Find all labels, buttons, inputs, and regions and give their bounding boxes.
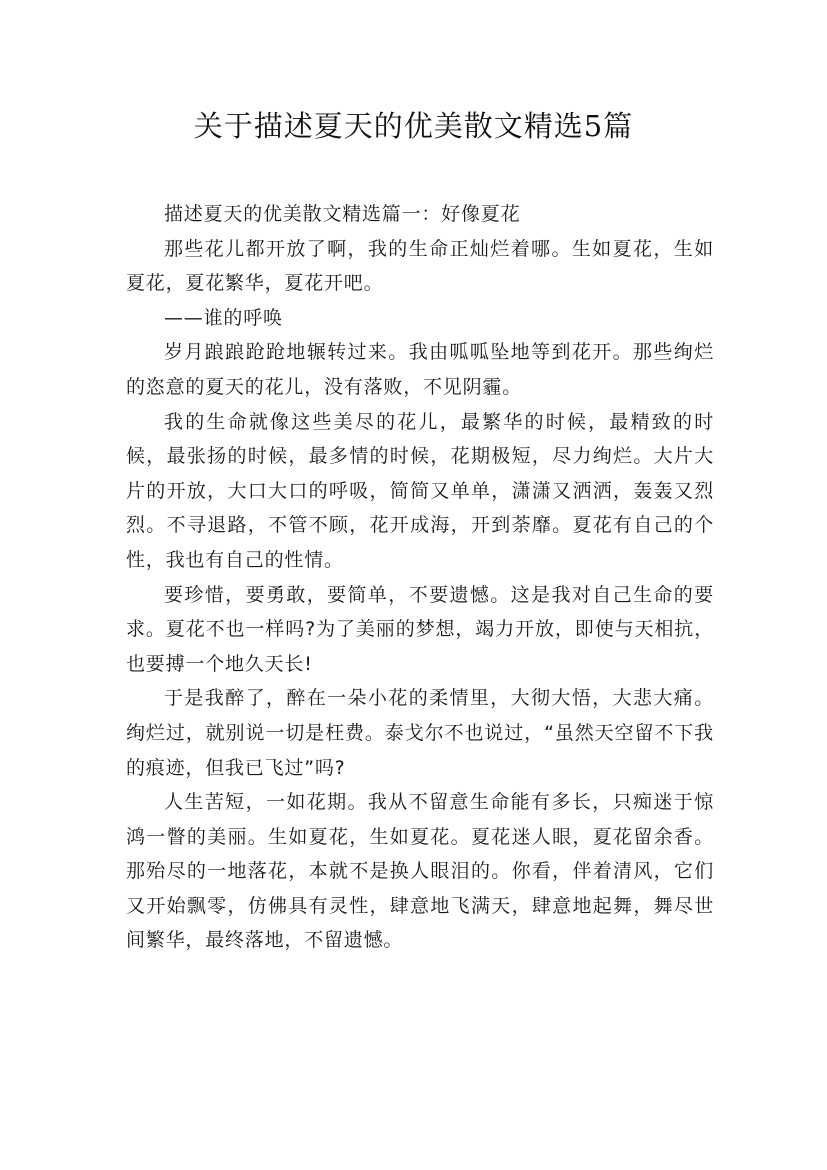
paragraph: 岁月踉踉跄跄地辗转过来。我由呱呱坠地等到花开。那些绚烂的恣意的夏天的花儿，没有落败，不见阴霾。 — [126, 341, 714, 398]
paragraph: 要珍惜，要勇敢，要简单，不要遗憾。这是我对自己生命的要求。夏花不也一样吗?为了美丽的梦想，竭力开放，即使与天相抗，也要搏一个地久天长! — [126, 583, 714, 675]
quote-attribution: ——谁的呼唤 — [164, 306, 283, 329]
paragraph: 于是我醉了，醉在一朵小花的柔情里，大彻大悟，大悲大痛。绚烂过，就别说一切是枉费。泰戈尔不也说过，“虽然天空留不下我的痕迹，但我已飞过”吗? — [126, 687, 714, 779]
document-title: 关于描述夏天的优美散文精选5篇 — [193, 109, 634, 143]
paragraph: 那些花儿都开放了啊，我的生命正灿烂着哪。生如夏花，生如夏花，夏花繁华，夏花开吧。 — [126, 237, 714, 295]
paragraph: 我的生命就像这些美尽的花儿，最繁华的时候，最精致的时候，最张扬的时候，最多情的时候，花期极短，尽力绚烂。大片大片的开放，大口大口的呼吸，简简又单单，潇潇又洒洒，轰轰又烈烈。不寻退路，不管不顾，花开成海，开到荼靡。夏花有自己的个性，我也有自己的性情。 — [126, 410, 714, 571]
document-body — [126, 197, 714, 958]
section-heading: 描述夏天的优美散文精选篇一：好像夏花 — [164, 203, 521, 225]
paragraph: 人生苦短，一如花期。我从不留意生命能有多长，只痴迷于惊鸿一瞥的美丽。生如夏花，生如夏花。夏花迷人眼，夏花留余香。那殆尽的一地落花，本就不是换人眼泪的。你看，伴着清风，它们又开始飘零，仿佛具有灵性，肆意地飞满天，肆意地起舞，舞尽世间繁华，最终落地，不留遗憾。 — [126, 791, 714, 952]
